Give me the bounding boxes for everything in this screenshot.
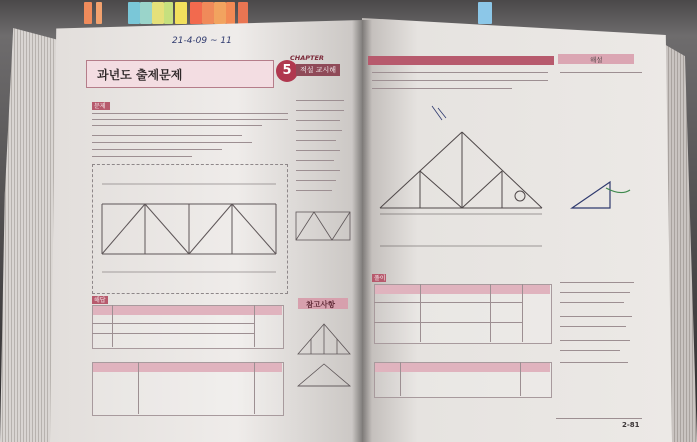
problem-label: 문제 xyxy=(94,103,106,110)
handwritten-triangle-sketch xyxy=(566,168,636,230)
truss-drawing xyxy=(92,164,286,292)
right-header-tab-label: 해설 xyxy=(590,56,603,64)
page-number: 2-81 xyxy=(622,421,640,429)
second-table xyxy=(92,362,284,416)
book-gutter-shadow xyxy=(352,20,372,442)
handwritten-note: 21-4-09 ~ 11 xyxy=(172,36,232,46)
callout-sketch xyxy=(296,314,352,394)
small-truss-sketch xyxy=(294,208,352,244)
section-title: 과년도 출제문제 xyxy=(97,68,183,82)
answer-label: 해답 xyxy=(94,297,106,304)
right-header-bar xyxy=(368,56,554,65)
chapter-number: 5 xyxy=(276,60,298,82)
section-title-bar xyxy=(86,60,274,88)
answer-table xyxy=(92,305,284,349)
right-answer-label: 풀이 xyxy=(374,275,386,282)
chapter-subtitle: 적설 교시해 xyxy=(296,64,340,76)
right-table xyxy=(374,284,552,344)
roof-truss-diagram xyxy=(372,96,552,256)
chapter-label: CHAPTER xyxy=(290,54,324,62)
callout-label: 참고사항 xyxy=(306,300,335,309)
